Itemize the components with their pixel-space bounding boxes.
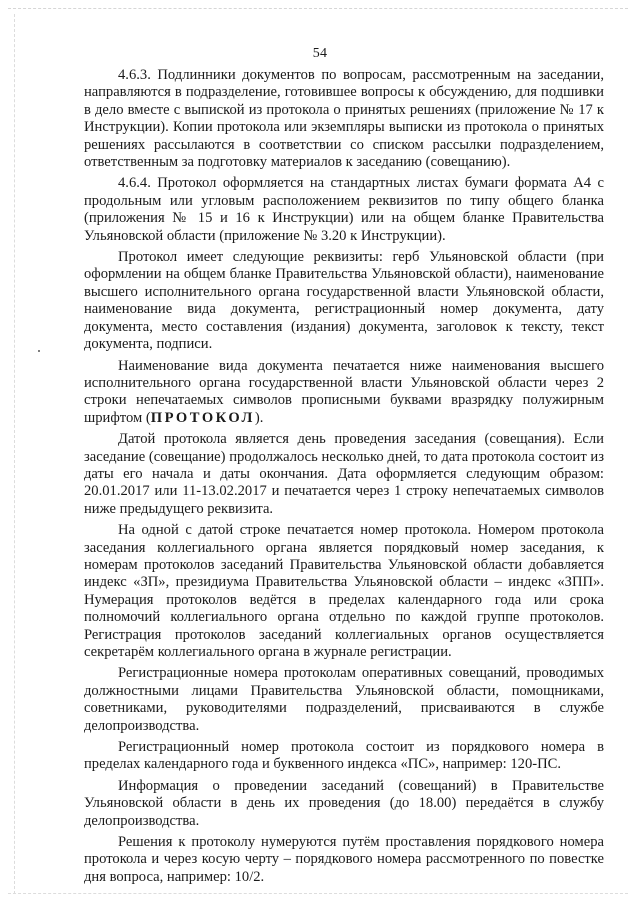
scan-edge-left	[14, 14, 15, 894]
paragraph-decision-numbering: Решения к протоколу нумеруются путём проставления порядкового номера протокола и через косую черту – порядкового номера рассмотренного по повестке дня вопроса, например: 10/2.	[84, 834, 604, 885]
paragraph-protocol-date: Датой протокола является день проведения заседания (совещания). Если заседание (совещание) продолжалось несколько дней, то дата протокола состоит из даты его начала и даты окончания. Дата оформляется следующим образом: 20.01.2017 или 11-13.02.2017 и печатается через 1 строку непечатаемых символов ниже предыдущего реквизита.	[84, 431, 604, 517]
paragraph-protocol-number: На одной с датой строке печатается номер протокола. Номером протокола заседания коллегиального органа является порядковый номер заседания, к номерам протоколов заседаний Правительства Ульяновской области добавляется индекс «ЗП», президиума Правительства Ульяновской области – индекс «ЗПП». Нумерация протоколов ведётся в пределах календарного года или срока полномочий коллегиального органа отдельно по каждой группе протоколов. Регистрация протоколов заседаний коллегиальных органов осуществляется секретарём коллегиального органа в журнале регистрации.	[84, 522, 604, 660]
paragraph-registration-number: Регистрационный номер протокола состоит из порядкового номера в пределах календарного года и буквенного индекса «ПС», например: 120-ПС.	[84, 739, 604, 773]
paragraph-document-type-name	[84, 358, 604, 428]
scan-speck	[38, 350, 40, 352]
paragraph-meeting-information: Информация о проведении заседаний (совещаний) в Правительстве Ульяновской области в день их проведения (до 18.00) передаётся в службу делопроизводства.	[84, 777, 604, 829]
paragraph-operational-meetings: Регистрационные номера протоколам оперативных совещаний, проводимых должностными лицами Правительства Ульяновской области, помощниками, советниками, руководителями подразделений, присваиваются в службе делопроизводства.	[84, 665, 604, 734]
paragraph-4-6-3: 4.6.3. Подлинники документов по вопросам, рассмотренным на заседании, направляются в подразделение, готовившее вопросы к обсуждению, для подшивки в дело вместе с выпиской из протокола о принятых решениях (приложение № 17 к Инструкции). Копии протокола или экземпляры выписки из протокола о принятых решениях рассылаются в соответствии со списком рассылки подразделением, ответственным за подготовку материалов к заседанию (совещанию).	[84, 67, 604, 171]
paragraph-requisites: Протокол имеет следующие реквизиты: герб Ульяновской области (при оформлении на общем бланке Правительства Ульяновской области), наименование высшего исполнительного органа государственной власти Ульяновской области, наименование вида документа, регистрационный номер документа, дату документа, место составления (издания) документа, заголовок к тексту, текст документа, подписи.	[84, 249, 604, 353]
document-body	[84, 67, 604, 886]
scan-edge-top	[8, 8, 628, 9]
protocol-emphasis: ПРОТОКОЛ	[150, 409, 255, 426]
page-number: 54	[312, 46, 328, 61]
document-type-text-after: ).	[254, 409, 264, 426]
scan-edge-bottom	[8, 893, 628, 894]
paragraph-4-6-4: 4.6.4. Протокол оформляется на стандартных листах бумаги формата А4 с продольным или угловым расположением реквизитов по типу общего бланка (приложения № 15 и 16 к Инструкции) или на общем бланке Правительства Ульяновской области (приложение № 3.20 к Инструкции).	[84, 175, 604, 244]
document-type-text-before: Наименование вида документа печатается ниже наименования высшего исполнительного органа государственной власти Ульяновской области через 2 строки непечатаемых символов прописными буквами вразрядку полужирным шрифтом (	[84, 357, 604, 426]
